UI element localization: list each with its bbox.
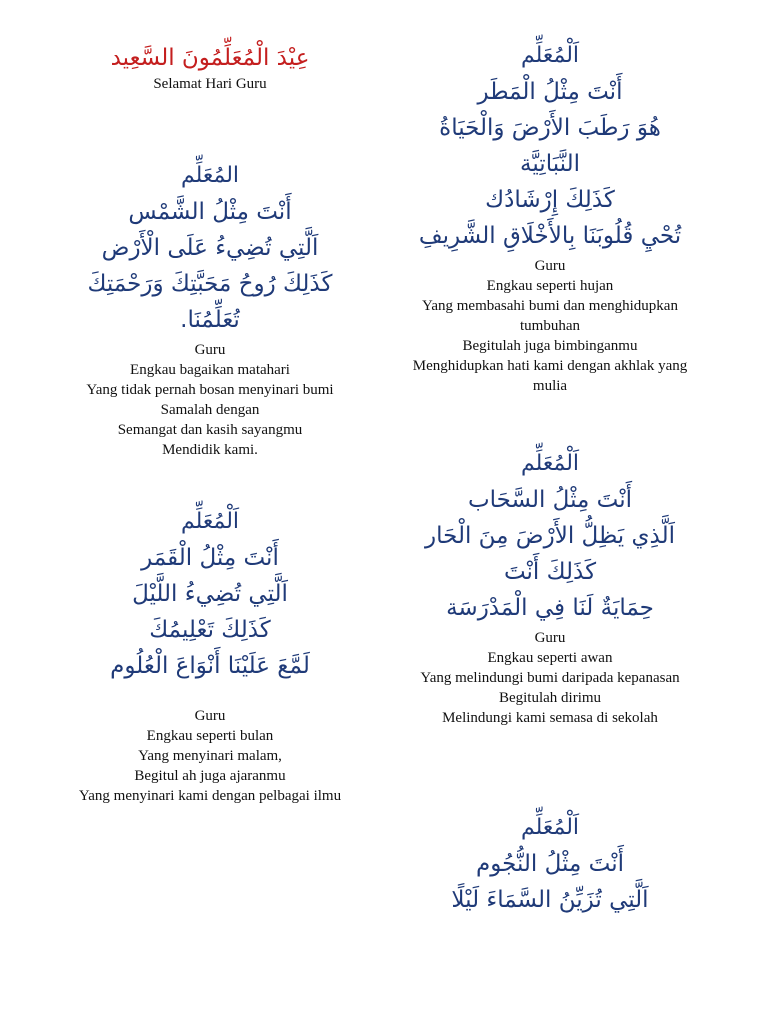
arabic-line: لَمَّعَ عَلَيْنَا أَنْوَاعَ الْعُلُوم [110, 653, 310, 679]
poem-moon [40, 504, 380, 806]
poem-sun-arabic [40, 158, 380, 338]
translation-line: Engkau seperti hujan [486, 278, 614, 294]
translation-line: Begitulah juga bimbinganmu [462, 338, 638, 354]
arabic-line: كَذَلِكَ إِرْشَادُك [485, 187, 615, 213]
arabic-line: هُوَ رَطَبَ الأَرْضَ وَالْحَيَاةُ [439, 115, 661, 141]
arabic-line: أَنْتَ مِثْلُ الشَّمْس [128, 199, 292, 225]
poem-heading: المُعَلِّم [180, 163, 240, 188]
translation-line: Guru [534, 630, 566, 646]
poem-stars [380, 810, 720, 918]
arabic-line: اَلَّتِي تُزَيِّنُ السَّمَاءَ لَيْلًا [451, 887, 649, 913]
arabic-line: حِمَايَةٌ لَنَا فِي الْمَدْرَسَة [446, 595, 654, 621]
translation-line: tumbuhan [520, 318, 580, 334]
poem-cloud-arabic [380, 446, 720, 626]
poem-sun [40, 158, 380, 460]
translation-line: Yang melindungi bumi daripada kepanasan [420, 670, 680, 686]
arabic-line: أَنْتَ مِثْلُ الْمَطَر [477, 79, 623, 105]
translation-line: mulia [532, 378, 568, 394]
arabic-line: اَلَّذِي يَظِلُّ الأَرْضَ مِنَ الْحَار [424, 523, 675, 549]
translation-line: Yang menyinari malam, [138, 748, 282, 764]
page-title-latin: Selamat Hari Guru [153, 76, 267, 92]
translation-line: Guru [194, 342, 226, 358]
arabic-line: أَنْتَ مِثْلُ الْقَمَر [141, 545, 279, 571]
poem-rain [380, 38, 720, 396]
page-title-arabic: عِيْدَ الْمُعَلِّمُونَ السَّعِيد [110, 45, 310, 71]
arabic-line: أَنْتَ مِثْلُ السَّحَاب [467, 487, 633, 513]
arabic-line: تُحْيِ قُلُوبَنَا بِالأَخْلَاقِ الشَّرِيفِ [418, 223, 682, 249]
arabic-line: أَنْتَ مِثْلُ النُّجُوم [476, 851, 624, 877]
poem-cloud-translation [380, 628, 720, 728]
poem-sun-translation [40, 340, 380, 460]
arabic-line: كَذَلِكَ رُوحُ مَحَبَّتِكَ وَرَحْمَتِكَ [87, 271, 333, 297]
translation-line: Begitulah dirimu [498, 690, 602, 706]
poem-heading: اَلْمُعَلِّم [520, 43, 580, 68]
translation-line: Guru [534, 258, 566, 274]
translation-line: Mendidik kami. [162, 442, 258, 458]
translation-line: Engkau seperti bulan [146, 728, 274, 744]
translation-line: Yang tidak pernah bosan menyinari bumi [86, 382, 334, 398]
translation-line: Engkau seperti awan [487, 650, 613, 666]
translation-line: Samalah dengan [160, 402, 260, 418]
arabic-line: النَّبَاتِيَّة [520, 151, 580, 177]
translation-line: Semangat dan kasih sayangmu [117, 422, 303, 438]
poem-rain-translation [380, 256, 720, 396]
poem-heading: اَلْمُعَلِّم [180, 509, 240, 534]
arabic-line: اَلَّتِي تُضِيءُ اللَّيْلَ [132, 581, 288, 607]
poem-heading: اَلْمُعَلِّم [520, 451, 580, 476]
arabic-line: كَذَلِكَ تَعْلِيمُكَ [149, 617, 271, 643]
poem-heading: اَلْمُعَلِّم [520, 815, 580, 840]
poem-cloud [380, 446, 720, 728]
poem-moon-arabic [40, 504, 380, 684]
translation-line: Yang membasahi bumi dan menghidupkan [422, 298, 678, 314]
arabic-line: اَلَّتِي تُضِيءُ عَلَى الْأَرْض [101, 235, 319, 261]
translation-line: Begitul ah juga ajaranmu [134, 768, 286, 784]
translation-line: Yang menyinari kami dengan pelbagai ilmu [78, 788, 342, 804]
poem-rain-arabic [380, 38, 720, 254]
arabic-line: كَذَلِكَ أَنْتَ [503, 559, 597, 585]
page-header [40, 40, 380, 94]
translation-line: Menghidupkan hati kami dengan akhlak yang [412, 358, 688, 374]
translation-line: Guru [194, 708, 226, 724]
translation-line: Engkau bagaikan matahari [130, 362, 290, 378]
translation-line: Melindungi kami semasa di sekolah [442, 710, 658, 726]
poem-moon-translation [40, 706, 380, 806]
poem-stars-arabic [380, 810, 720, 918]
arabic-line: تُعَلِّمُنَا. [180, 307, 240, 333]
